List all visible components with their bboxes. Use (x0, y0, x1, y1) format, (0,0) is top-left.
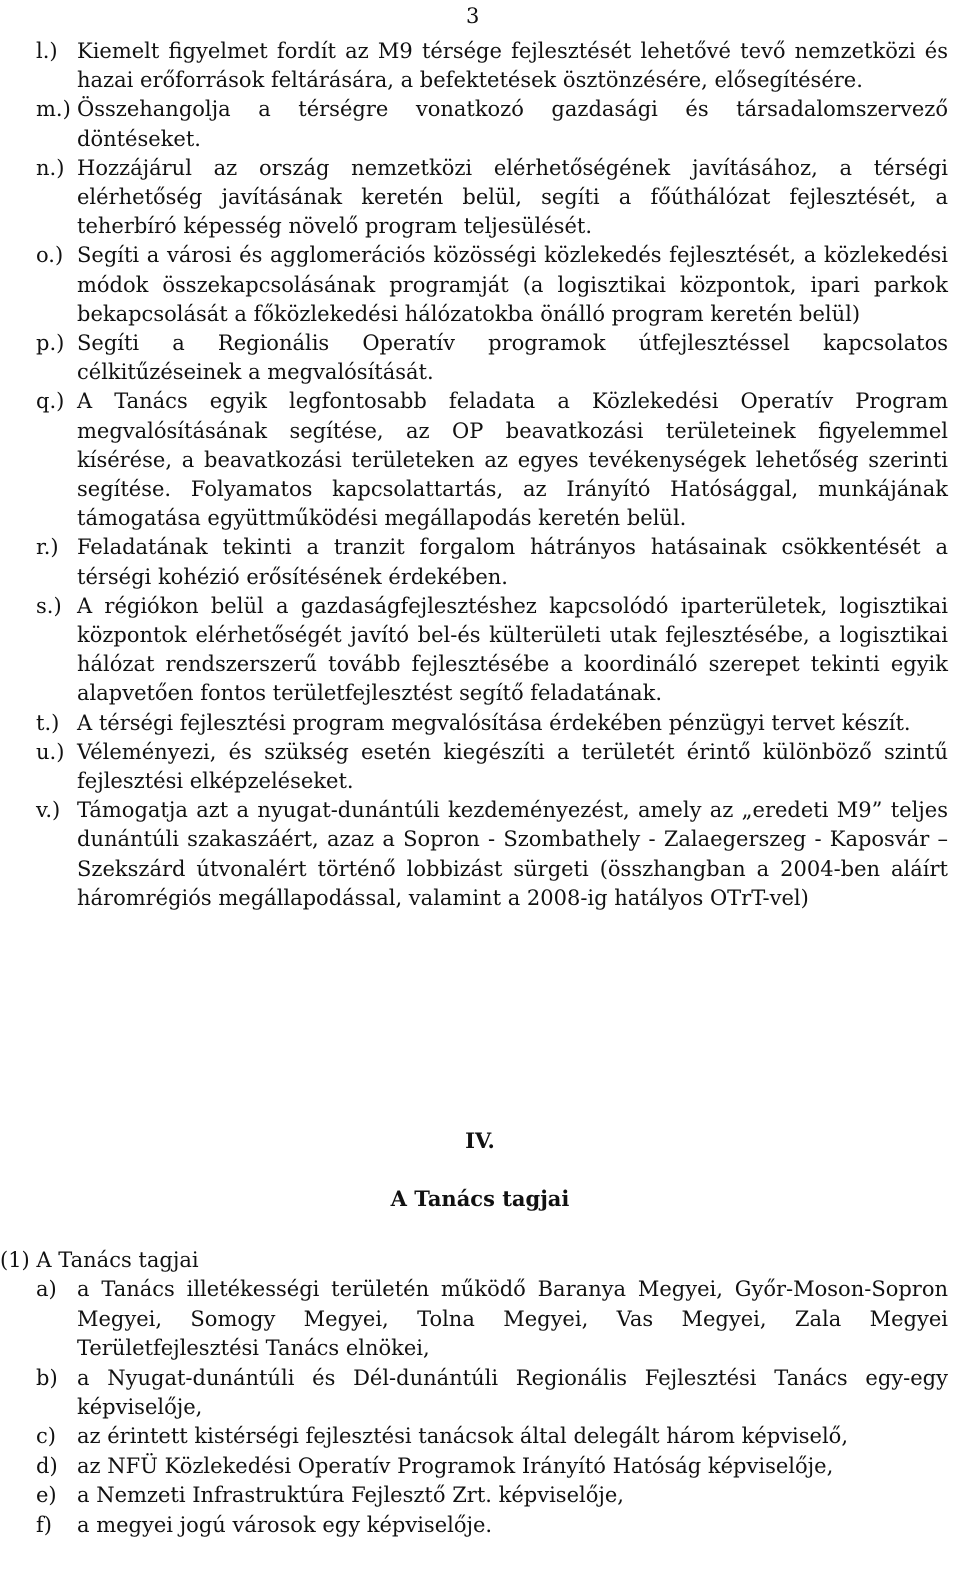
list-marker: o.) (36, 243, 64, 268)
list-item-u (36, 738, 948, 796)
list-item-text: a megyei jogú városok egy képviselője. (77, 1512, 493, 1537)
council-members-section (0, 1246, 948, 1540)
list-item-q (36, 387, 948, 533)
list-item-text: A térségi fejlesztési program megvalósítása érdekében pénzügyi tervet készít. (77, 710, 911, 735)
list-item-text: Feladatának tekinti a tranzit forgalom hátrányos hatásainak csökkentését a térségi kohézió erősítésének érdekében. (77, 535, 948, 589)
list-item-s (36, 592, 948, 709)
list-item-text: Segíti a városi és agglomerációs közösségi közlekedés fejlesztését, a közlekedési módok összekapcsolásának programját (a logisztikai központok, ipari parkok bekapcsolását a főközlekedési hálózatokba önálló program keretén belül) (77, 243, 948, 326)
list-item-t (36, 709, 948, 738)
member-item-a (36, 1275, 948, 1363)
list-marker: f) (36, 1512, 52, 1537)
members-list (36, 1275, 948, 1540)
list-marker: u.) (36, 739, 65, 764)
list-marker: q.) (36, 389, 65, 414)
list-item-text: A Tanács egyik legfontosabb feladata a Közlekedési Operatív Program megvalósításának segítése, az OP beavatkozási területeinek figyelemmel kísérése, a beavatkozási területeken az egyes tevékenységek lehetőség szerinti segítése. Folyamatos kapcsolattartás, az Irányító Hatósággal, munkájának támogatása együttműködési megállapodás keretén belül. (77, 389, 948, 531)
member-item-e (36, 1481, 948, 1510)
list-marker: n.) (36, 155, 65, 180)
list-marker: l.) (36, 39, 58, 63)
list-marker: d) (36, 1453, 58, 1478)
list-item-l (36, 37, 948, 95)
list-item-m (36, 95, 948, 153)
member-item-c (36, 1422, 948, 1451)
list-item-v (36, 796, 948, 913)
list-item-text: Hozzájárul az ország nemzetközi elérhetőségének javításához, a térségi elérhetőség javításának keretén belül, segíti a főúthálózat fejlesztését, a teherbíró képesség növelő program teljesülését. (77, 155, 948, 239)
list-marker: v.) (36, 798, 61, 823)
list-marker: a) (36, 1277, 57, 1302)
list-item-text: Összehangolja a térségre vonatkozó gazdasági és társadalomszervező döntéseket. (77, 97, 948, 151)
list-item-text: Kiemelt figyelmet fordít az M9 térsége fejlesztését lehetővé tevő nemzetközi és hazai erőforrások feltárására, a befektetések ösztönzésére, elősegítésére. (77, 39, 948, 93)
member-item-f (36, 1511, 948, 1540)
list-marker: e) (36, 1483, 57, 1508)
list-item-text: a Nemzeti Infrastruktúra Fejlesztő Zrt. képviselője, (77, 1483, 624, 1508)
member-item-d (36, 1452, 948, 1481)
list-item-text: a Nyugat-dunántúli és Dél-dunántúli Regionális Fejlesztési Tanács egy-egy képviselője, (77, 1365, 948, 1420)
section-numeral: IV. (465, 1128, 495, 1153)
list-item-text: az NFÜ Közlekedési Operatív Programok Irányító Hatóság képviselője, (77, 1453, 834, 1478)
members-intro: (1) A Tanács tagjai (0, 1248, 199, 1272)
list-marker: s.) (36, 593, 62, 618)
list-item-text: A régiókon belül a gazdaságfejlesztéshez kapcsolódó iparterületek, logisztikai központok elérhetőségét javító bel-és külterületi utak fejlesztésébe, a logisztikai hálózat rendszerszerű tovább fejlesztésébe a koordináló szerepet tekinti egyik alapvetően fontos területfejlesztést segítő feladatának. (77, 593, 948, 706)
list-item-r (36, 533, 948, 591)
list-item-text: Segíti a Regionális Operatív programok útfejlesztéssel kapcsolatos célkitűzéseinek a megvalósítását. (77, 331, 948, 385)
list-marker: b) (36, 1365, 58, 1390)
list-item-o (36, 241, 948, 329)
list-item-text: Támogatja azt a nyugat-dunántúli kezdeményezést, amely az „eredeti M9” teljes dunántúli szakaszáért, azaz a Sopron - Szombathely - Zalaegerszeg - Kaposvár – Szekszárd útvonalért történő lobbizást sürgeti (összhangban a 2004-ben aláírt háromrégiós megállapodással, valamint a 2008-ig hatályos OTrT-vel) (77, 798, 948, 910)
list-item-text: a Tanács illetékességi területén működő Baranya Megyei, Győr-Moson-Sopron Megyei, Somogy Megyei, Tolna Megyei, Vas Megyei, Zala Megyei Területfejlesztési Tanács elnökei, (77, 1277, 948, 1361)
list-marker: p.) (36, 331, 65, 356)
list-marker: m.) (36, 97, 71, 122)
page-number: 3 (466, 4, 480, 28)
list-item-n (36, 154, 948, 242)
list-item-text: az érintett kistérségi fejlesztési tanácsok által delegált három képviselő, (77, 1424, 848, 1449)
list-item-text: Véleményezi, és szükség esetén kiegészíti a területét érintő különböző szintű fejlesztési elképzeléseket. (77, 739, 948, 794)
member-item-b (36, 1364, 948, 1423)
council-tasks-list (36, 37, 948, 913)
list-marker: c) (36, 1424, 56, 1449)
list-marker: t.) (36, 710, 60, 735)
list-item-p (36, 329, 948, 387)
section-title: A Tanács tagjai (390, 1186, 570, 1211)
list-marker: r.) (36, 535, 59, 560)
